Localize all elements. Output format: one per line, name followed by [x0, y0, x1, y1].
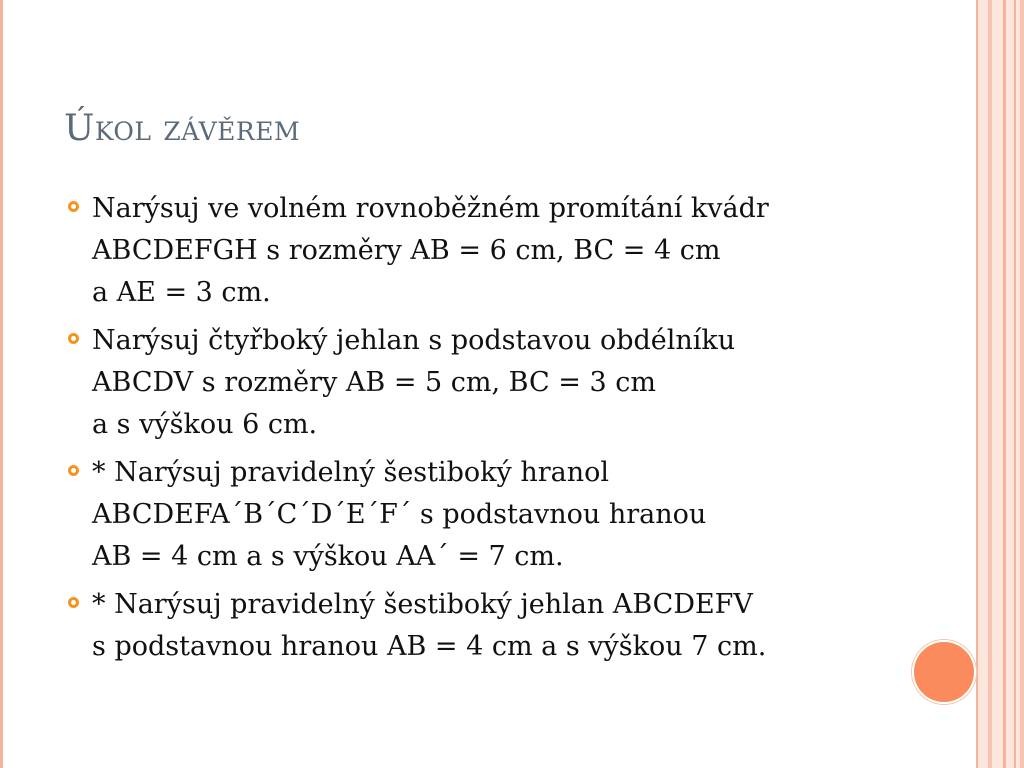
stripe-line [976, 0, 978, 768]
list-item [64, 188, 904, 314]
item-line: * Narýsuj pravidelný šestiboký hranol [92, 457, 610, 488]
stripe-line [1003, 0, 1006, 768]
title-first-letter: Ú [64, 108, 95, 149]
item-line: * Narýsuj pravidelný šestiboký jehlan ABCDEFV [92, 589, 753, 620]
item-line: a s výškou 6 cm. [92, 409, 318, 440]
stripe-line [1020, 0, 1024, 768]
slide-title [64, 104, 300, 154]
item-line: ABCDEFGH s rozměry AB = 6 cm, BC = 4 cm [92, 235, 721, 266]
item-line: ABCDV s rozměry AB = 5 cm, BC = 3 cm [92, 367, 656, 398]
title-rest: kol závěrem [94, 108, 301, 149]
bullet-icon [68, 597, 79, 608]
item-line: a AE = 3 cm. [92, 277, 271, 308]
item-line: AB = 4 cm a s výškou AA´ = 7 cm. [92, 541, 564, 572]
list-item [64, 320, 904, 446]
decorative-circle-icon [912, 640, 976, 704]
list-item [64, 452, 904, 578]
bullet-icon [68, 333, 79, 344]
decorative-stripes [976, 0, 1024, 768]
item-line: ABCDEFA´B´C´D´E´F´ s podstavnou hranou [92, 499, 707, 530]
item-line: Narýsuj čtyřboký jehlan s podstavou obdélníku [92, 325, 736, 356]
bullet-icon [68, 201, 79, 212]
bullet-icon [68, 465, 79, 476]
task-list [64, 188, 904, 674]
list-item [64, 584, 904, 668]
stripe-line [1014, 0, 1016, 768]
stripe-line [988, 0, 992, 768]
item-line: s podstavnou hranou AB = 4 cm a s výškou 7 cm. [92, 631, 767, 662]
item-line: Narýsuj ve volném rovnoběžném promítání kvádr [92, 193, 769, 224]
